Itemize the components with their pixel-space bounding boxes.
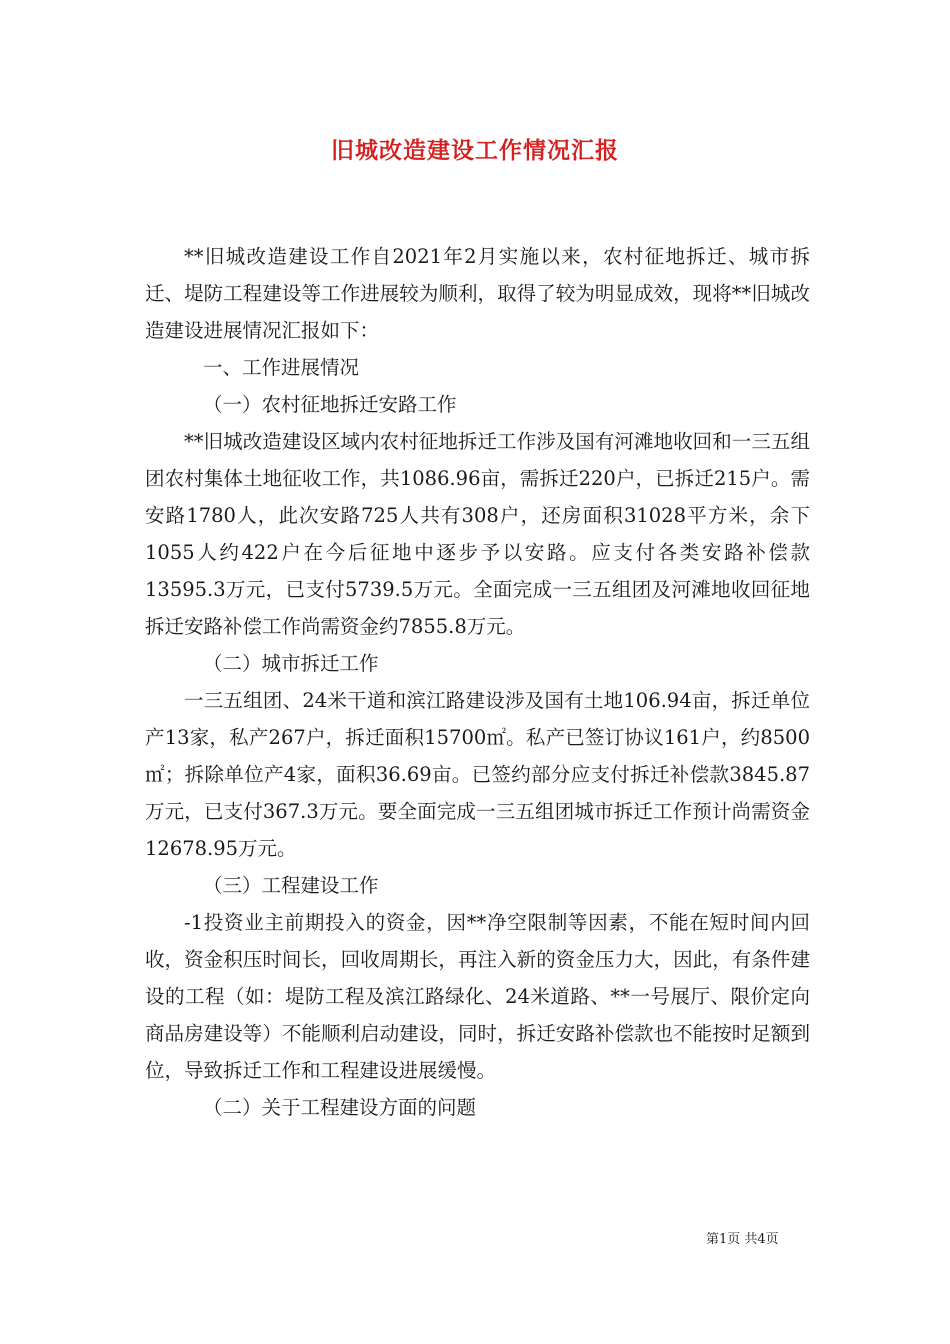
- subsection-heading-urban: （二）城市拆迁工作: [203, 652, 379, 675]
- document-title: 旧城改造建设工作情况汇报: [331, 137, 619, 164]
- rural-paragraph: **旧城改造建设区域内农村征地拆迁工作涉及国有河滩地收回和一三五组团农村集体土地征收工作，共1086.96亩，需拆迁220户，已拆迁215户。需安路1780人，此次安路725人共有308户，还房面积31028平方米，余下1055人约422户在今后征地中逐步予以安路。应支付各类安路补偿款13595.3万元，已支付5739.5万元。全面完成一三五组团及河滩地收回征地拆迁安路补偿工作尚需资金约7855.8万元。: [145, 430, 810, 638]
- document-body: [145, 238, 810, 1126]
- subsection-heading-rural: （一）农村征地拆迁安路工作: [203, 393, 457, 416]
- section-heading-progress: 一、工作进展情况: [203, 356, 360, 379]
- page-number: 第1页 共4页: [706, 1232, 779, 1247]
- urban-paragraph: 一三五组团、24米干道和滨江路建设涉及国有土地106.94亩，拆迁单位产13家，私产267户，拆迁面积15700㎡。私产已签订协议161户，约8500㎡；拆除单位产4家，面积36.69亩。已签约部分应支付拆迁补偿款3845.87万元，已支付367.3万元。要全面完成一三五组团城市拆迁工作预计尚需资金12678.95万元。: [145, 689, 810, 860]
- intro-paragraph: **旧城改造建设工作自2021年2月实施以来，农村征地拆迁、城市拆迁、堤防工程建设等工作进展较为顺利，取得了较为明显成效，现将**旧城改造建设进展情况汇报如下：: [145, 245, 810, 342]
- construction-paragraph: -1投资业主前期投入的资金，因**净空限制等因素，不能在短时间内回收，资金积压时间长，回收周期长，再注入新的资金压力大，因此，有条件建设的工程（如：堤防工程及滨江路绿化、24米道路、**一号展厅、限价定向商品房建设等）不能顺利启动建设，同时，拆迁安路补偿款也不能按时足额到位，导致拆迁工作和工程建设进展缓慢。: [145, 911, 810, 1082]
- subsection-heading-issues: （二）关于工程建设方面的问题: [203, 1096, 477, 1119]
- subsection-heading-construction: （三）工程建设工作: [203, 874, 379, 897]
